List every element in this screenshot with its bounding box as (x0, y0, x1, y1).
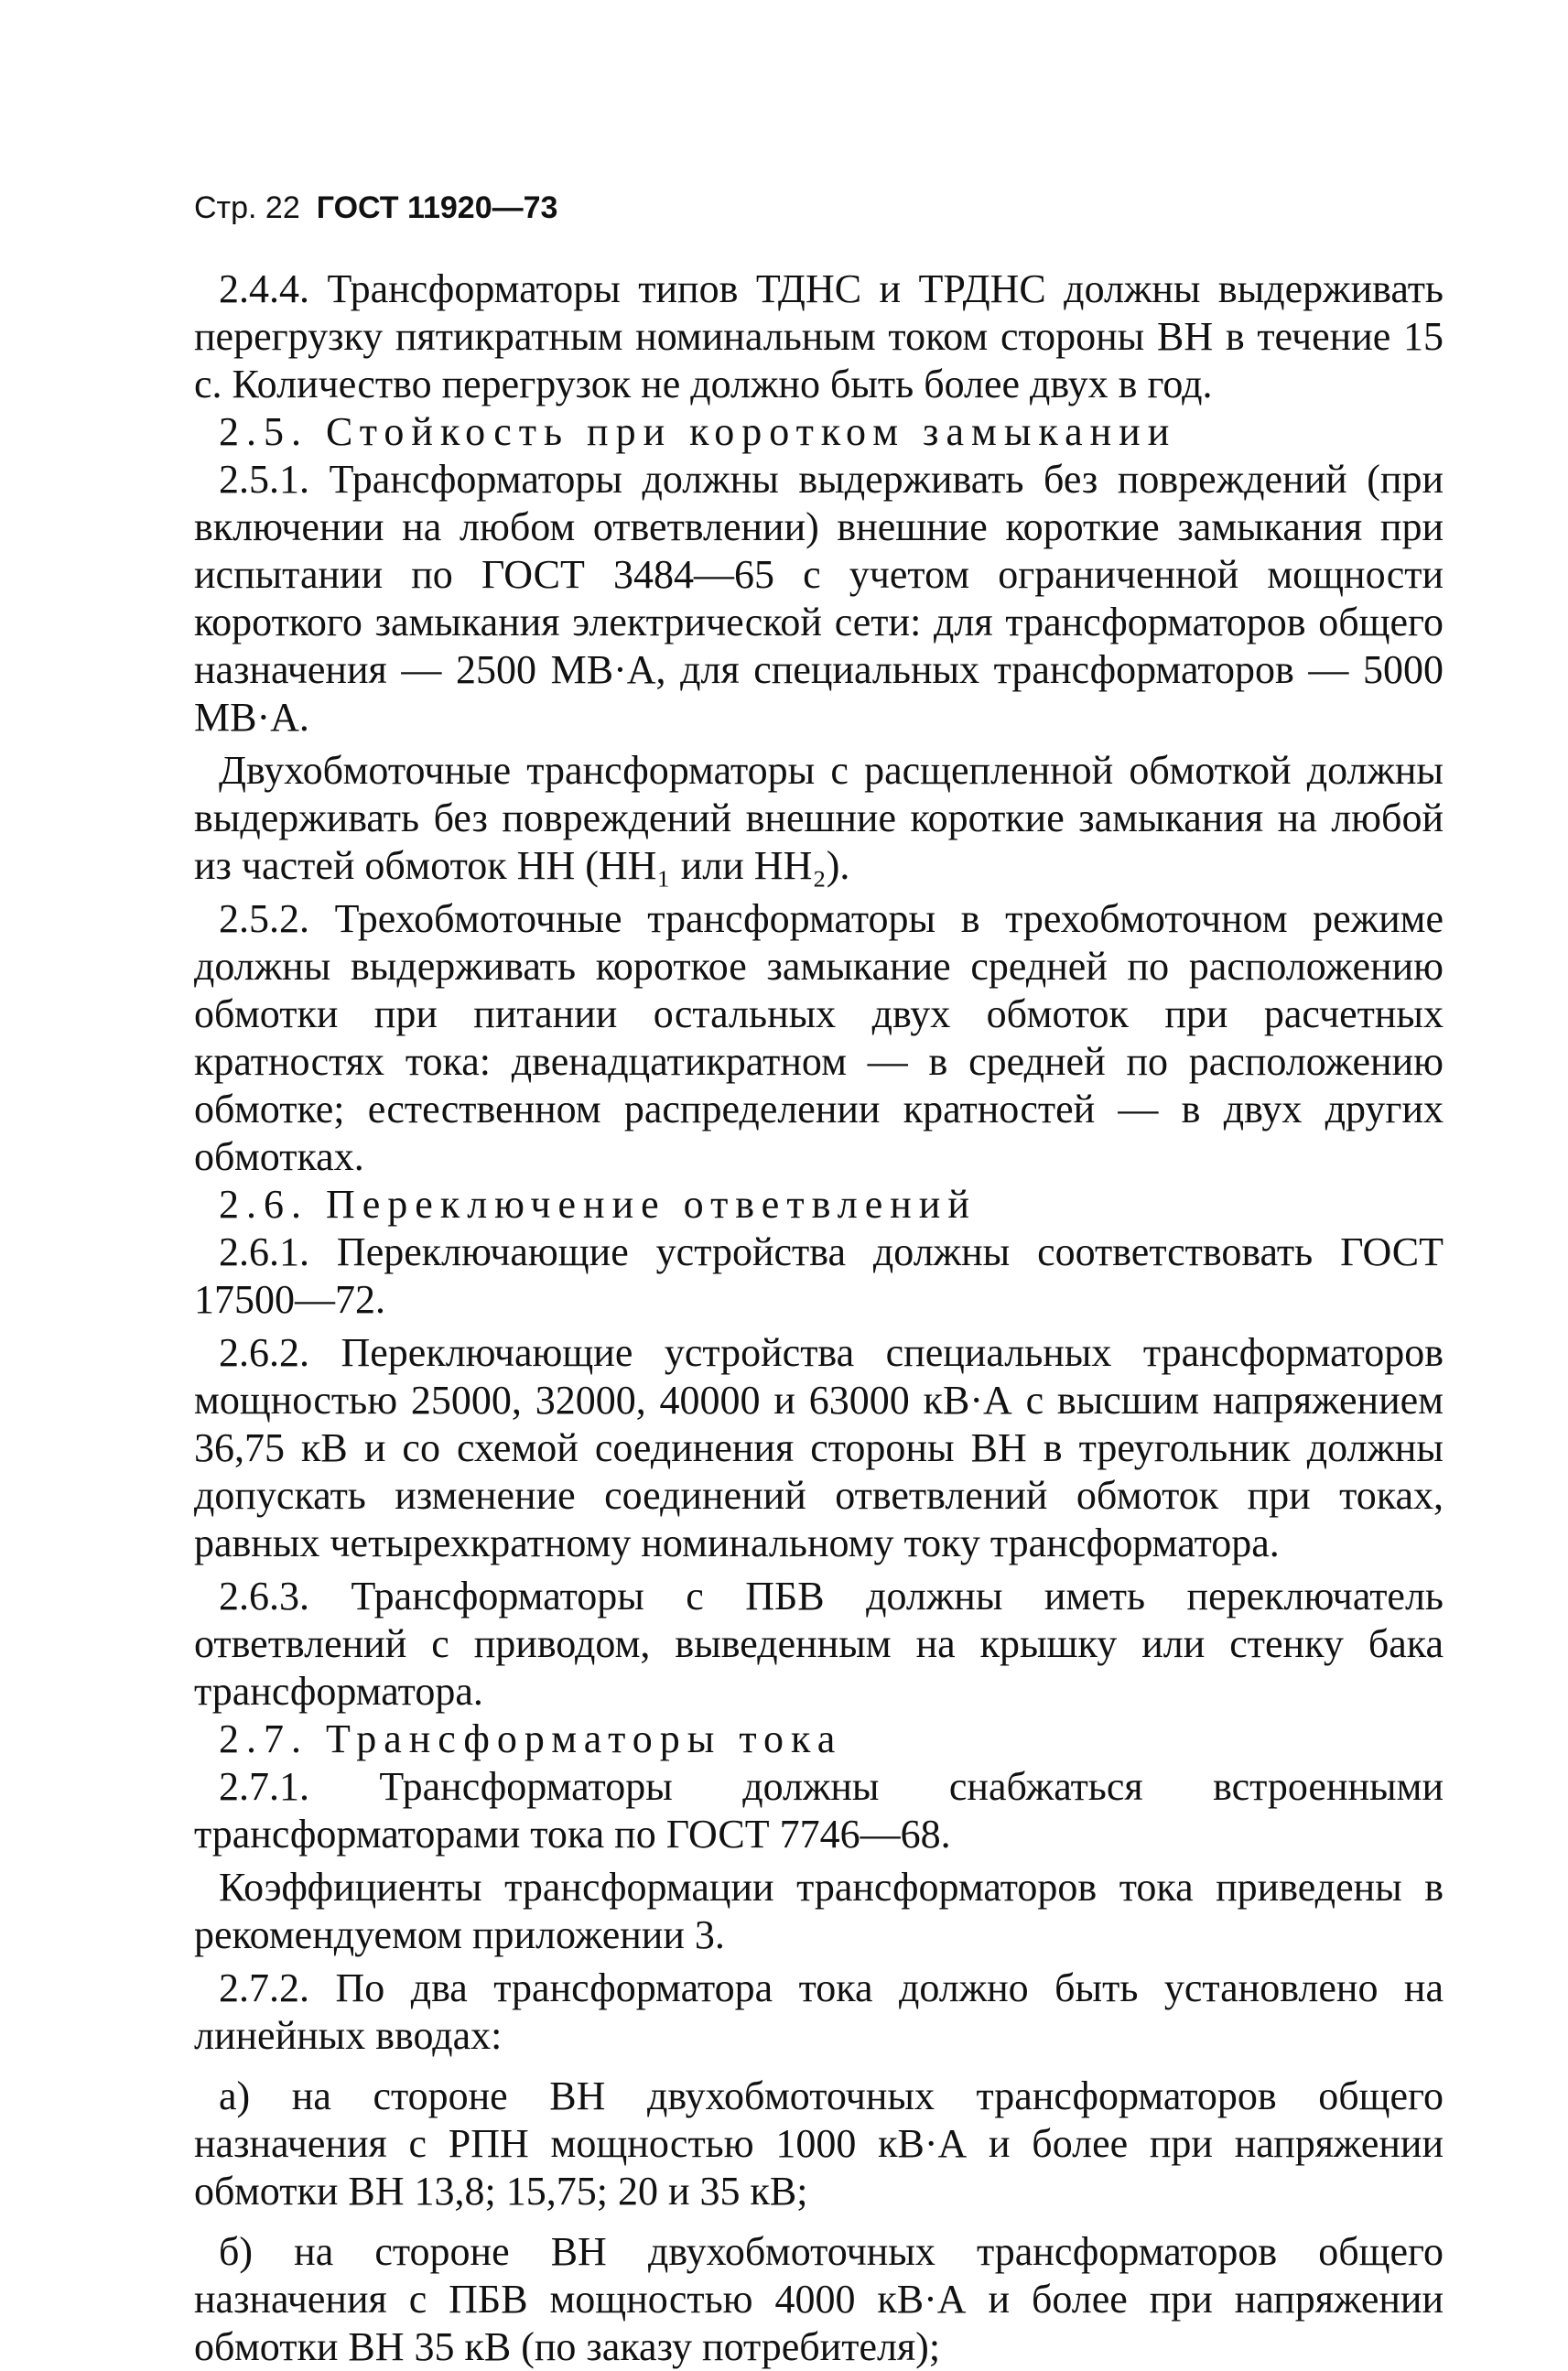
page-number: Стр. 22 (194, 190, 300, 225)
paragraph-2-5-1: 2.5.1. Трансформаторы должны выдерживать без повреждений (при включении на любом ответвлении) внешние короткие замыкания при испытании по ГОСТ 3484—65 с учетом ограниченной мощности короткого замыкания электрической сети: для трансформаторов общего назначения — 2500 МВ·А, для специальных трансформаторов — 5000 МВ·А. (194, 457, 1444, 740)
section-heading-2-6: 2.6. Переключение ответвлений (219, 1182, 977, 1227)
paragraph-2-7-2: 2.7.2. По два трансформатора тока должно быть установлено на линейных вводах: (194, 1965, 1444, 2058)
paragraph-split-winding: Двухобмоточные трансформаторы с расщепленной обмоткой должны выдерживать без повреждений внешние короткие замыкания на любой из частей обмоток НН (НН₁ или НН₂). (194, 748, 1444, 888)
list-item-a: а) на стороне ВН двухобмоточных трансформаторов общего назначения с РПН мощностью 1000 кВ·А и более при напряжении обмотки ВН 13,8; 15,75; 20 и 35 кВ; (194, 2073, 1444, 2214)
paragraph-2-6-3: 2.6.3. Трансформаторы с ПБВ должны иметь переключатель ответвлений с приводом, выведенным на крышку или стенку бака трансформатора. (194, 1574, 1444, 1714)
section-heading-2-5: 2.5. Стойкость при коротком замыкании (219, 409, 1177, 454)
paragraph-2-4-4: 2.4.4. Трансформаторы типов ТДНС и ТРДНС должны выдерживать перегрузку пятикратным номинальным током стороны ВН в течение 15 с. Количество перегрузок не должно быть более двух в год. (194, 266, 1444, 406)
section-heading-2-7: 2.7. Трансформаторы тока (219, 1716, 843, 1761)
paragraph-2-6-2: 2.6.2. Переключающие устройства специальных трансформаторов мощностью 25000, 32000, 40000 и 63000 кВ·А с высшим напряжением 36,75 кВ и со схемой соединения стороны ВН в треугольник должны допускать изменение соединений ответвлений обмоток при токах, равных четырехкратному номинальному току трансформатора. (194, 1330, 1444, 1565)
paragraph-2-6-1: 2.6.1. Переключающие устройства должны соответствовать ГОСТ 17500—72. (194, 1229, 1444, 1322)
standard-designation: ГОСТ 11920—73 (316, 190, 558, 225)
paragraph-2-5-2: 2.5.2. Трехобмоточные трансформаторы в трехобмоточном режиме должны выдерживать короткое замыкание средней по расположению обмотки при питании остальных двух обмоток при расчетных кратностях тока: двенадцатикратном — в средней по расположению обмотке; естественном распределении кратностей — в двух других обмотках. (194, 896, 1444, 1179)
page-header (194, 190, 557, 226)
document-body (194, 265, 1444, 2371)
paragraph-2-7-1: 2.7.1. Трансформаторы должны снабжаться встроенными трансформаторами тока по ГОСТ 7746—68. (194, 1764, 1444, 1857)
list-item-b: б) на стороне ВН двухобмоточных трансформаторов общего назначения с ПБВ мощностью 4000 кВ·А и более при напряжении обмотки ВН 35 кВ (по заказу потребителя); (194, 2229, 1444, 2369)
paragraph-ratios: Коэффициенты трансформации трансформаторов тока приведены в рекомендуемом приложении 3. (194, 1865, 1444, 1957)
